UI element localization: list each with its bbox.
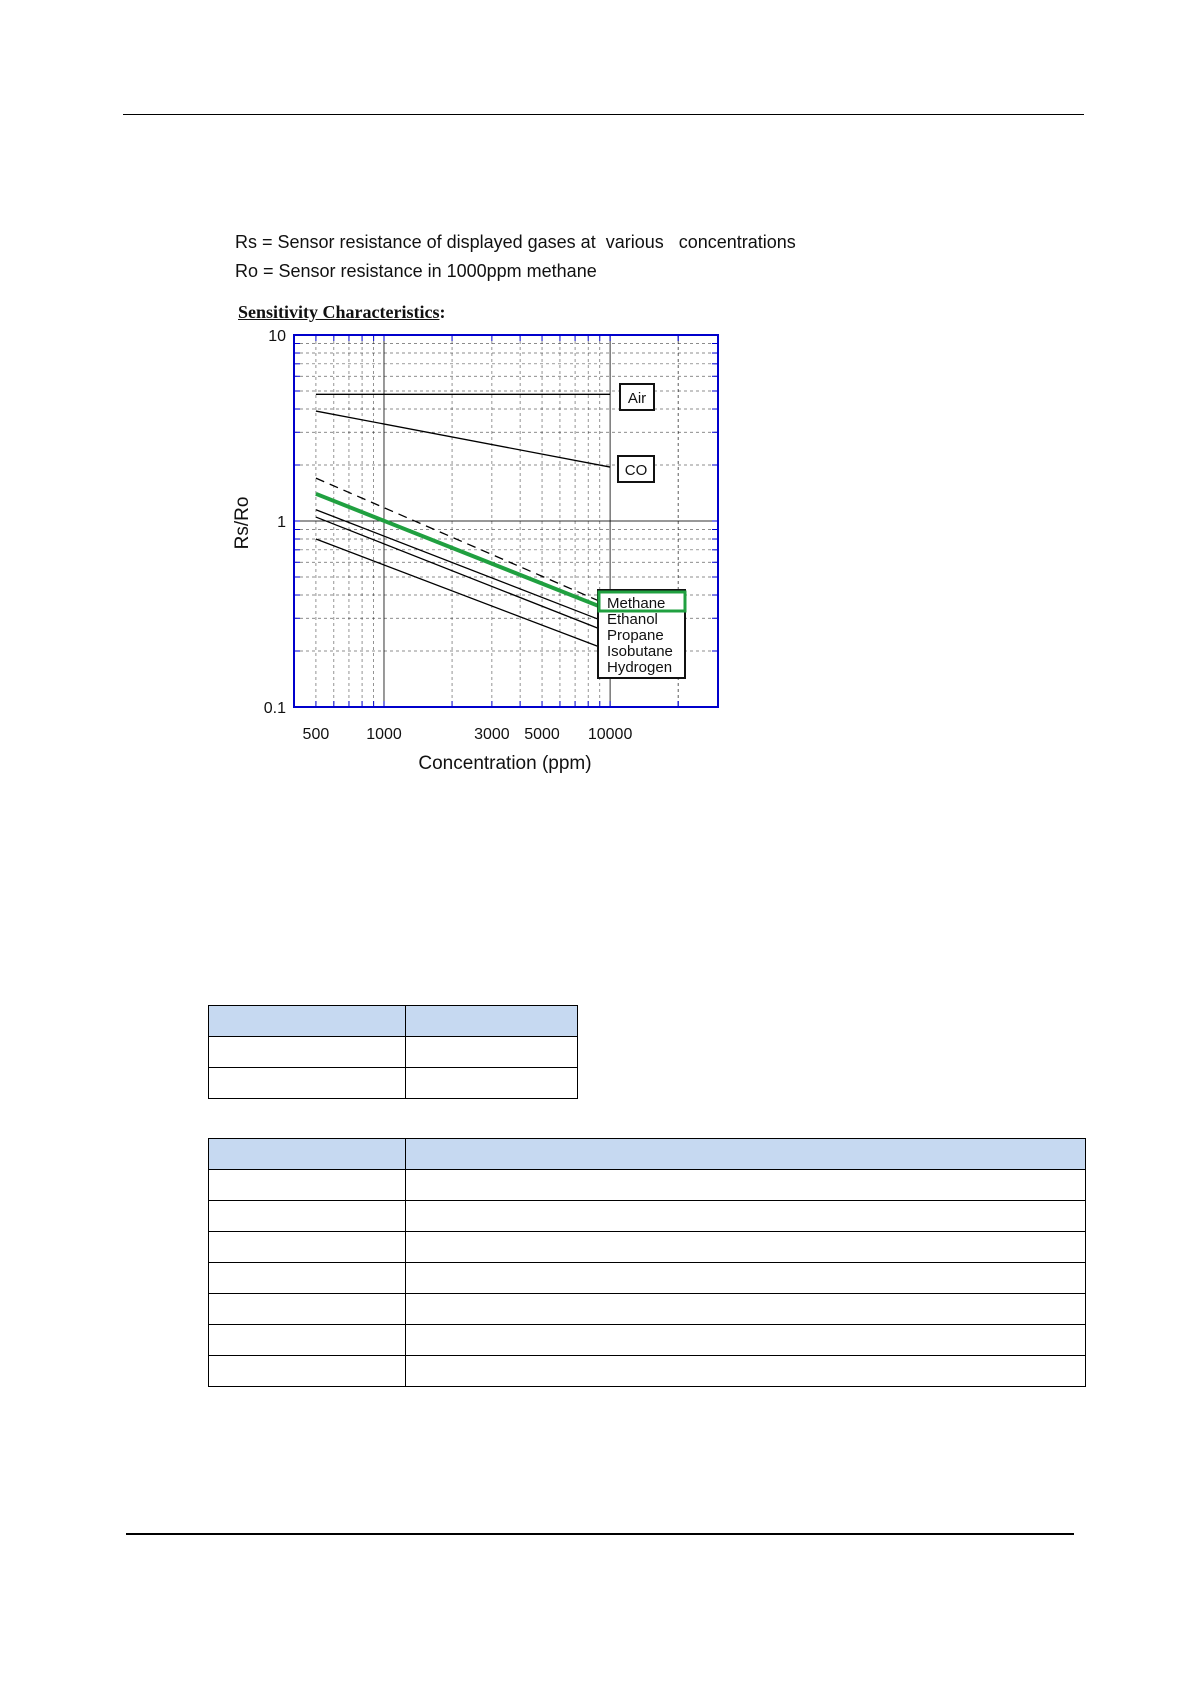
sensitivity-chart <box>0 0 1192 800</box>
table-row <box>209 1037 578 1068</box>
table-header-cell <box>209 1139 406 1170</box>
table-cell <box>209 1356 406 1387</box>
section-title-colon: : <box>439 302 446 322</box>
y-tick-label: 0.1 <box>263 700 286 717</box>
table-cell <box>406 1325 1086 1356</box>
legend-label-ethanol: Ethanol <box>607 611 658 628</box>
series-line-propane <box>316 510 610 624</box>
table-row <box>209 1325 1086 1356</box>
spec-table-large <box>208 1138 1086 1387</box>
table-header-row <box>209 1006 578 1037</box>
legend-label-propane: Propane <box>607 627 664 644</box>
chart-series <box>316 394 610 651</box>
ro-definition: Ro = Sensor resistance in 1000ppm methane <box>235 261 597 281</box>
table-cell <box>209 1170 406 1201</box>
table-row <box>209 1294 1086 1325</box>
table-header-cell <box>209 1006 406 1037</box>
table-cell <box>406 1170 1086 1201</box>
co-label-box-text: CO <box>624 462 648 479</box>
table-row <box>209 1170 1086 1201</box>
x-tick-label: 5000 <box>524 726 560 743</box>
table-cell <box>209 1201 406 1232</box>
table-row <box>209 1201 1086 1232</box>
x-tick-label: 500 <box>302 726 330 743</box>
table-cell <box>209 1232 406 1263</box>
footer-rule <box>126 1533 1074 1535</box>
y-tick-label: 10 <box>268 328 286 345</box>
series-line-methane <box>316 494 610 611</box>
table-row <box>209 1232 1086 1263</box>
x-tick-label: 1000 <box>366 726 402 743</box>
table-header-row <box>209 1139 1086 1170</box>
section-title-text: Sensitivity Characteristics <box>238 302 440 322</box>
y-axis-title: Rs/Ro <box>232 496 253 550</box>
table-cell <box>406 1356 1086 1387</box>
table-cell <box>406 1263 1086 1294</box>
table-header-cell <box>406 1139 1086 1170</box>
table-row <box>209 1263 1086 1294</box>
rs-definition: Rs = Sensor resistance of displayed gases at various concentrations <box>235 232 796 252</box>
series-line-ethanol <box>316 478 610 606</box>
x-tick-label: 3000 <box>474 726 510 743</box>
table-cell <box>406 1037 578 1068</box>
table-cell <box>209 1068 406 1099</box>
legend-label-methane: Methane <box>607 595 666 612</box>
y-tick-label: 1 <box>277 514 286 531</box>
table-row <box>209 1356 1086 1387</box>
table-cell <box>406 1201 1086 1232</box>
table-cell <box>209 1037 406 1068</box>
table-cell <box>209 1325 406 1356</box>
chart-labels <box>232 384 685 774</box>
legend-label-hydrogen: Hydrogen <box>607 659 673 676</box>
table-row <box>209 1068 578 1099</box>
table-cell <box>406 1232 1086 1263</box>
series-line-isobutane <box>316 517 610 633</box>
spec-table-small <box>208 1005 578 1099</box>
table-cell <box>209 1263 406 1294</box>
legend-label-isobutane: Isobutane <box>607 643 673 660</box>
table-cell <box>209 1294 406 1325</box>
x-tick-label: 10000 <box>587 726 633 743</box>
series-line-co <box>316 411 610 467</box>
air-label-box-text: Air <box>627 390 647 407</box>
table-cell <box>406 1294 1086 1325</box>
table-cell <box>406 1068 578 1099</box>
x-axis-title: Concentration (ppm) <box>418 753 592 774</box>
table-header-cell <box>406 1006 578 1037</box>
